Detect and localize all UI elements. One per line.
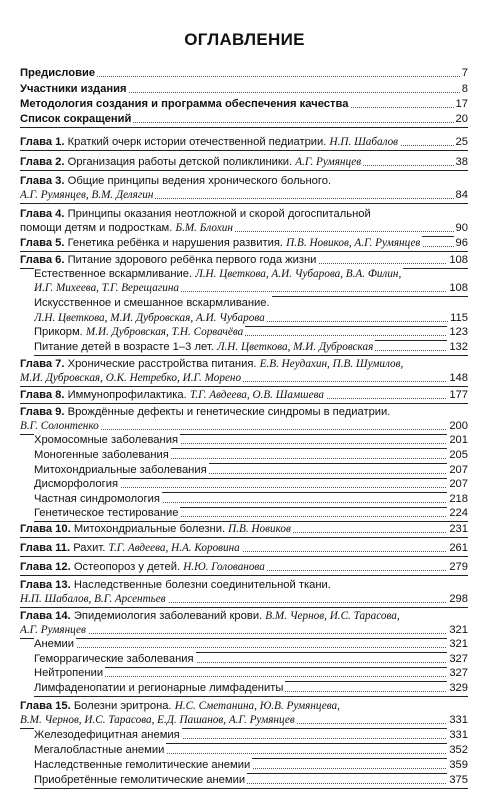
page-number: 279 <box>449 561 468 573</box>
chapter-label: Глава 9. <box>20 406 65 418</box>
page-number: 148 <box>449 372 468 384</box>
toc-entry-title <box>20 174 333 189</box>
chapter-title: Рахит. <box>70 542 109 554</box>
chapter-label: Глава 13. <box>20 579 71 591</box>
toc-entry-title <box>20 82 129 97</box>
toc-entry-title <box>34 666 105 681</box>
chapter-title: Генетическое тестирование <box>34 507 179 519</box>
toc-entry <box>20 112 468 128</box>
toc-entry-title <box>20 592 168 607</box>
chapter-title: Митохондриальные болезни. <box>70 523 229 535</box>
toc-entry <box>34 666 468 682</box>
toc-entry <box>34 340 468 356</box>
author-names: Н.П. Шабалов, В.Г. Арсентьев <box>20 593 166 605</box>
toc-entry <box>20 188 468 204</box>
chapter-title: Железодефицитная анемия <box>34 729 180 741</box>
chapter-label: Глава 12. <box>20 561 71 573</box>
toc-entry <box>34 281 468 297</box>
toc-entry-title <box>34 463 209 478</box>
author-names: А.Г. Румянцев, В.М. Делягин <box>20 189 154 201</box>
author-names: В.М. Чернов, И.С. Тарасова, Е.Д. Пашанов, А.Г. Румянцев <box>20 714 295 726</box>
toc-entry <box>20 371 468 387</box>
toc-entry-title <box>20 699 342 714</box>
toc-entry-title <box>20 253 318 268</box>
toc-entry <box>20 357 468 372</box>
toc-entry-title <box>34 433 180 448</box>
page-number: 25 <box>455 136 468 148</box>
toc-entry-title <box>34 728 182 743</box>
page-number: 375 <box>449 774 468 786</box>
page-number: 205 <box>449 449 468 461</box>
page-number: 132 <box>449 341 468 353</box>
page-number: 331 <box>449 729 468 741</box>
toc-entry <box>34 681 468 697</box>
chapter-title: Естественное вскармливание. <box>34 268 196 280</box>
page-number: 321 <box>449 638 468 650</box>
page-number: 123 <box>449 326 468 338</box>
page-number: 261 <box>449 542 468 554</box>
toc-entry-title <box>34 743 166 758</box>
chapter-title: Мегалобластные анемии <box>34 744 165 756</box>
toc-entry-title <box>20 405 392 420</box>
page-number: 218 <box>449 493 468 505</box>
chapter-title: Питание детей в возрасте 1–3 лет. <box>34 341 217 353</box>
page-number: 115 <box>450 312 468 324</box>
toc-entry <box>20 405 468 420</box>
page-number: 224 <box>449 507 468 519</box>
toc-entry <box>20 592 468 608</box>
toc-entry <box>34 267 468 282</box>
page-number: 90 <box>455 222 468 234</box>
chapter-title: Общие принципы ведения хронического больного. <box>64 175 332 187</box>
toc-entry <box>20 541 468 557</box>
toc-entry <box>34 506 468 522</box>
toc-entry-title <box>20 371 243 386</box>
chapter-title: Принципы оказания неотложной и скорой догоспитальной <box>64 208 371 220</box>
chapter-title: Искусственное и смешанное вскармливание. <box>34 297 270 309</box>
toc-entry <box>20 578 468 593</box>
toc-entry <box>34 758 468 774</box>
chapter-label: Глава 11. <box>20 542 71 554</box>
chapter-label: Глава 8. <box>20 389 65 401</box>
chapter-title: Наследственные болезни соединительной ткани. <box>70 579 331 591</box>
author-names: Н.С. Сметанина, Ю.В. Румянцева, <box>174 700 340 712</box>
toc-entry <box>34 433 468 449</box>
author-names: И.Г. Михеева, Т.Г. Верещагина <box>34 282 179 294</box>
author-names: Н.Ю. Голованова <box>183 561 265 573</box>
toc-entry <box>20 155 468 171</box>
author-names: Б.М. Блохин <box>175 222 233 234</box>
toc-entry <box>34 637 468 653</box>
entry-heading: Список сокращений <box>20 113 132 125</box>
toc-entry-title <box>20 97 350 112</box>
toc-entry-title <box>20 623 88 638</box>
toc-entry <box>34 325 468 341</box>
chapter-title: Геморрагические заболевания <box>34 653 194 665</box>
toc-entry-title <box>20 522 293 537</box>
page-number: 7 <box>461 67 468 79</box>
toc-entry-title <box>34 340 375 355</box>
entry-heading: Участники издания <box>20 83 127 95</box>
page-number: 327 <box>449 653 468 665</box>
toc-entry-title <box>34 281 181 296</box>
toc-entry-title <box>20 188 155 203</box>
toc-entry <box>34 743 468 759</box>
author-names: Е.В. Неудахин, П.В. Шумилов, <box>259 358 404 370</box>
toc-entry <box>20 66 468 81</box>
entry-heading: Предисловие <box>20 67 96 79</box>
chapter-title: Анемии <box>34 638 75 650</box>
page-number: 200 <box>449 420 468 432</box>
chapter-title: Врождённые дефекты и генетические синдромы в педиатрии. <box>64 406 391 418</box>
chapter-title: Хромосомные заболевания <box>34 434 179 446</box>
toc-entry-title <box>20 236 422 251</box>
chapter-title: Прикорм. <box>34 326 86 338</box>
author-names: Л.Н. Цветкова, М.И. Дубровская, А.И. Чубарова <box>34 312 265 324</box>
chapter-label: Глава 1. <box>20 136 65 148</box>
page-number: 231 <box>449 523 468 535</box>
page-number: 331 <box>449 714 468 726</box>
chapter-label: Глава 3. <box>20 175 65 187</box>
chapter-label: Глава 2. <box>20 156 65 168</box>
page-number: 108 <box>449 254 468 266</box>
author-names: Л.Н. Цветкова, А.И. Чубарова, В.А. Филин, <box>195 268 402 280</box>
chapter-title: Нейтропении <box>34 667 104 679</box>
toc-entry-title <box>20 207 373 222</box>
toc-entry-title <box>20 578 333 593</box>
toc-entry <box>20 388 468 404</box>
dot-leader <box>34 647 468 648</box>
toc-entry-title <box>34 492 162 507</box>
toc-entry-title <box>20 112 133 127</box>
author-names: В.Г. Солонтенко <box>20 420 99 432</box>
author-names: П.В. Новиков <box>228 523 291 535</box>
page-number: 38 <box>455 156 468 168</box>
chapter-label: Глава 4. <box>20 208 65 220</box>
toc-entry-title <box>34 773 247 788</box>
toc-entry-title <box>34 267 403 282</box>
chapter-title: Эпидемиология заболеваний крови. <box>70 610 266 622</box>
page-number: 352 <box>449 744 468 756</box>
chapter-title: Организация работы детской поликлиники. <box>64 156 296 168</box>
page-number: 96 <box>455 237 468 249</box>
chapter-label: Глава 15. <box>20 700 71 712</box>
author-names: В.М. Чернов, И.С. Тарасова, <box>265 610 400 622</box>
toc-entry-title <box>20 221 235 236</box>
chapter-title: Наследственные гемолитические анемии <box>34 759 251 771</box>
toc-entry <box>20 97 468 112</box>
chapter-label: Глава 6. <box>20 254 65 266</box>
page-title: ОГЛАВЛЕНИЕ <box>184 30 305 49</box>
toc-entry-title <box>34 637 76 652</box>
toc-entry <box>34 728 468 744</box>
author-names: П.В. Новиков, А.Г. Румянцев <box>286 237 421 249</box>
toc-entry-title <box>20 419 101 434</box>
toc-entry <box>34 477 468 493</box>
toc-entry-title <box>34 448 171 463</box>
author-names: Л.Н. Цветкова, М.И. Дубровская <box>216 341 374 353</box>
toc-entry-title <box>20 155 363 170</box>
toc-entry-title <box>20 66 97 81</box>
toc-entry-title <box>34 652 196 667</box>
chapter-label: Глава 5. <box>20 237 65 249</box>
toc-entry-title <box>34 477 120 492</box>
toc-entry-title <box>20 609 402 624</box>
toc-entry <box>34 448 468 464</box>
toc-entry <box>20 236 468 252</box>
chapter-title: помощи детям и подросткам. <box>20 222 176 234</box>
page-number: 17 <box>455 98 468 110</box>
toc-entry <box>34 773 468 789</box>
toc-entry <box>34 296 468 311</box>
chapter-title: Генетика ребёнка и нарушения развития. <box>64 237 287 249</box>
page-number: 201 <box>449 434 468 446</box>
chapter-title: Лимфаденопатии и регионарные лимфадениты <box>34 682 284 694</box>
page-number: 207 <box>449 478 468 490</box>
chapter-title: Дисморфология <box>34 478 118 490</box>
author-names: М.И. Дубровская, О.К. Нетребко, И.Г. Морено <box>20 372 242 384</box>
toc-entry-title <box>20 541 242 556</box>
chapter-title: Краткий очерк истории отечественной педиатрии. <box>64 136 330 148</box>
toc-entry <box>20 82 468 97</box>
toc-entry <box>20 713 468 729</box>
chapter-label: Глава 14. <box>20 610 71 622</box>
page-number: 359 <box>449 759 468 771</box>
toc-entry-title <box>20 357 405 372</box>
toc-entry-title <box>20 388 326 403</box>
toc-entry <box>20 609 468 624</box>
chapter-label: Глава 10. <box>20 523 71 535</box>
chapter-title: Приобретённые гемолитические анемии <box>34 774 246 786</box>
toc-entry <box>20 221 468 237</box>
chapter-title: Частная синдромология <box>34 493 160 505</box>
page-number: 207 <box>449 464 468 476</box>
author-names: А.Г. Румянцев <box>295 156 362 168</box>
toc-entry <box>20 699 468 714</box>
page-number: 177 <box>449 389 468 401</box>
toc-entry-title <box>20 135 400 150</box>
toc-entry <box>20 174 468 189</box>
toc-entry-title <box>34 506 180 521</box>
page-number: 20 <box>455 113 468 125</box>
toc-entry-title <box>20 713 297 728</box>
page-number: 84 <box>455 189 468 201</box>
chapter-title: Остеопороз у детей. <box>70 561 184 573</box>
page-number: 108 <box>449 282 468 294</box>
toc-entry-title <box>20 560 267 575</box>
toc-entry <box>20 522 468 538</box>
entry-heading: Методология создания и программа обеспечения качества <box>20 98 349 110</box>
page-number: 329 <box>449 682 468 694</box>
chapter-label: Глава 7. <box>20 358 65 370</box>
toc-entry <box>20 135 468 151</box>
toc-entry <box>20 207 468 222</box>
chapter-title: Моногенные заболевания <box>34 449 169 461</box>
toc-entry-title <box>34 296 272 311</box>
author-names: Н.П. Шабалов <box>329 136 399 148</box>
chapter-title: Митохондриальные заболевания <box>34 464 207 476</box>
toc-entry-title <box>34 311 267 326</box>
chapter-title: Болезни эритрона. <box>70 700 175 712</box>
page-number: 8 <box>461 83 468 95</box>
chapter-title: Питание здорового ребёнка первого года жизни <box>64 254 317 266</box>
chapter-title: Иммунопрофилактика. <box>64 389 190 401</box>
toc-entry-title <box>34 325 245 340</box>
toc-entry-title <box>34 758 252 773</box>
author-names: М.И. Дубровская, Т.Н. Сорвачёва <box>85 326 244 338</box>
page-number: 298 <box>449 593 468 605</box>
toc-entry-title <box>34 681 285 696</box>
chapter-title: Хронические расстройства питания. <box>64 358 260 370</box>
author-names: Т.Г. Авдеева, Н.А. Коровина <box>108 542 240 554</box>
author-names: Т.Г. Авдеева, О.В. Шамшева <box>189 389 324 401</box>
toc-entry <box>20 560 468 576</box>
author-names: А.Г. Румянцев <box>20 624 86 636</box>
page-number: 327 <box>449 667 468 679</box>
page-number: 321 <box>449 624 468 636</box>
